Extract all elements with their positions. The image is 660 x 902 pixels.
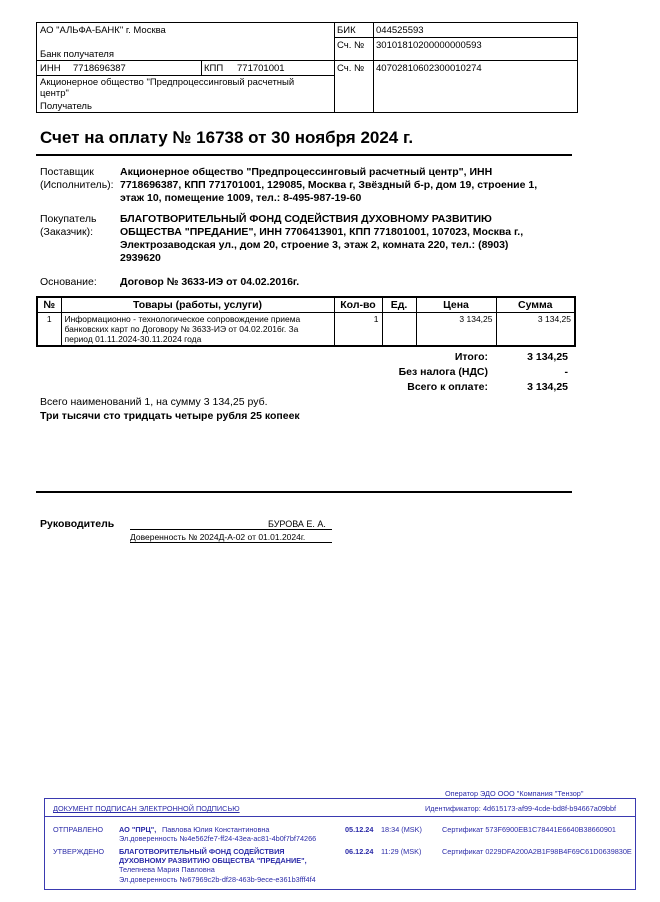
goods-header-row xyxy=(37,297,575,313)
edo-approved-org-line1: БЛАГОТВОРИТЕЛЬНЫЙ ФОНД СОДЕЙСТВИЯ xyxy=(119,847,285,856)
amount-in-words: Три тысячи сто тридцать четыре рубля 25 копеек xyxy=(40,410,300,422)
edo-approved-time: 11:29 (MSK) xyxy=(381,847,422,856)
items-count-text: Всего наименований 1, на сумму 3 134,25 руб. xyxy=(40,396,268,408)
invoice-title: Счет на оплату № 16738 от 30 ноября 2024 г. xyxy=(40,128,414,147)
divider xyxy=(37,75,334,76)
col-qty-header: Кол-во xyxy=(334,297,382,313)
signer-name: БУРОВА Е. А. xyxy=(268,519,326,529)
inn-label: ИНН xyxy=(40,63,61,74)
edo-sent-time: 18:34 (MSK) xyxy=(381,825,422,834)
buyer-line1: БЛАГОТВОРИТЕЛЬНЫЙ ФОНД СОДЕЙСТВИЯ ДУХОВНОМУ РАЗВИТИЮ xyxy=(120,213,492,225)
edo-sent-status: ОТПРАВЛЕНО xyxy=(53,825,104,834)
divider xyxy=(37,60,334,61)
edo-signature-stamp xyxy=(44,798,636,890)
edo-sent-date: 05.12.24 xyxy=(345,825,374,834)
edo-id-label: Идентификатор: xyxy=(425,804,481,813)
buyer-details xyxy=(120,213,575,265)
bank-name: АО "АЛЬФА-БАНК" г. Москва xyxy=(40,25,166,36)
signer-role: Руководитель xyxy=(40,518,115,530)
recipient-name-line2: центр" xyxy=(40,88,69,99)
nds-value: - xyxy=(564,366,568,378)
edo-id-value: 4d615173-af99-4cde-bd8f-b94667a09bbf xyxy=(483,804,617,813)
buyer-line4: 2939620 xyxy=(120,252,161,264)
col-price-header: Цена xyxy=(416,297,496,313)
total-value: 3 134,25 xyxy=(527,381,568,393)
buyer-line2: ОБЩЕСТВА "ПРЕДАНИЕ", ИНН 7706413901, КПП 771801001, 107023, Москва г., xyxy=(120,226,524,238)
divider xyxy=(334,60,578,61)
kpp-label: КПП xyxy=(204,63,224,74)
row-item-line1: Информационно - технологическое сопровождение приема xyxy=(64,314,301,324)
edo-approved-status: УТВЕРЖДЕНО xyxy=(53,847,105,856)
account-value: 40702810602300010274 xyxy=(376,63,482,74)
signer-poa: Доверенность № 2024Д-А-02 от 01.01.2024г. xyxy=(130,532,306,542)
bank-details-table xyxy=(36,22,578,113)
title-rule xyxy=(36,154,572,156)
supplier-label-line2: (Исполнитель): xyxy=(40,179,114,191)
edo-approved-org-line2: ДУХОВНОМУ РАЗВИТИЮ ОБЩЕСТВА "ПРЕДАНИЕ", xyxy=(119,856,307,865)
kpp-value: 771701001 xyxy=(237,63,285,74)
edo-divider xyxy=(45,816,635,817)
edo-operator: Оператор ЭДО ООО "Компания "Тензор" xyxy=(442,789,586,798)
signature-line xyxy=(130,529,332,530)
edo-approved-date: 06.12.24 xyxy=(345,847,374,856)
itogo-value: 3 134,25 xyxy=(527,351,568,363)
corr-account-value: 30101810200000000593 xyxy=(376,40,482,51)
edo-signed-label: ДОКУМЕНТ ПОДПИСАН ЭЛЕКТРОННОЙ ПОДПИСЬЮ xyxy=(53,804,240,813)
bik-value: 044525593 xyxy=(376,25,424,36)
row-item-line2: банковских карт по Договору № 3633-ИЭ от 04.02.2016г. За xyxy=(64,324,299,334)
row-item-line3: период 01.11.2024-30.11.2024 года xyxy=(64,334,202,344)
col-unit-header: Ед. xyxy=(382,297,416,313)
summary-rule xyxy=(36,491,572,493)
supplier-label xyxy=(40,166,114,192)
buyer-label-line1: Покупатель xyxy=(40,213,97,225)
divider xyxy=(334,37,578,38)
buyer-label xyxy=(40,213,96,239)
supplier-line1: Акционерное общество "Предпроцессинговый расчетный центр", ИНН xyxy=(120,166,493,178)
row-num: 1 xyxy=(37,313,61,347)
account-label: Сч. № xyxy=(337,63,365,74)
edo-sent-person: Павлова Юлия Константиновна xyxy=(162,825,270,834)
goods-table xyxy=(36,296,576,347)
col-num-header: № xyxy=(37,297,61,313)
edo-sent-org: АО "ПРЦ", xyxy=(119,825,157,834)
supplier-details xyxy=(120,166,575,205)
nds-label: Без налога (НДС) xyxy=(398,366,488,378)
col-sum-header: Сумма xyxy=(496,297,575,313)
row-item xyxy=(61,313,334,347)
basis-label: Основание: xyxy=(40,276,97,288)
row-sum: 3 134,25 xyxy=(496,313,575,347)
edo-approved-person: Телепнева Мария Павловна xyxy=(119,865,215,874)
supplier-label-line1: Поставщик xyxy=(40,166,94,178)
divider xyxy=(201,60,202,76)
edo-approved-cert: Сертификат 0229DFA200A2B1F98B4F69C61D0639830E xyxy=(442,847,632,856)
poa-underline xyxy=(130,542,332,543)
buyer-line3: Электрозаводская ул., дом 20, строение 3, этаж 2, комната 220, тел.: (8903) xyxy=(120,239,509,251)
row-unit xyxy=(382,313,416,347)
edo-sent-cert: Сертификат 573F6900EB1C78441E6640B38660901 xyxy=(442,825,616,834)
row-qty: 1 xyxy=(334,313,382,347)
recipient-name-line1: Акционерное общество "Предпроцессинговый расчетный xyxy=(40,77,295,88)
buyer-label-line2: (Заказчик): xyxy=(40,226,94,238)
corr-account-label: Сч. № xyxy=(337,40,365,51)
inn-value: 7718696387 xyxy=(73,63,126,74)
bik-label: БИК xyxy=(337,25,356,36)
table-row xyxy=(37,313,575,347)
bank-label: Банк получателя xyxy=(40,49,114,60)
recipient-label: Получатель xyxy=(40,101,92,112)
row-price: 3 134,25 xyxy=(416,313,496,347)
edo-approved-poa: Эл.доверенность №67969c2b-df28-463b-9ece-e361b3fff4f4 xyxy=(119,875,316,884)
supplier-line3: этаж 10, помещение 1009, тел.: 8-495-987-19-60 xyxy=(120,192,362,204)
total-label: Всего к оплате: xyxy=(407,381,488,393)
col-item-header: Товары (работы, услуги) xyxy=(61,297,334,313)
supplier-line2: 7718696387, КПП 771701001, 129085, Москва г, Звёздный б-р, дом 19, строение 1, xyxy=(120,179,538,191)
itogo-label: Итого: xyxy=(454,351,488,363)
edo-sent-poa: Эл.доверенность №4e562fe7-ff24-43ea-ac81-4b0f7bf74266 xyxy=(119,834,317,843)
basis-value: Договор № 3633-ИЭ от 04.02.2016г. xyxy=(120,276,300,288)
